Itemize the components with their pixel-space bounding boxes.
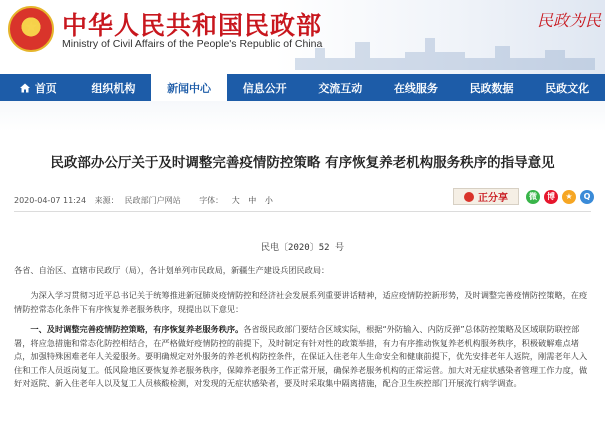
- nav-item-label: 信息公开: [242, 81, 287, 95]
- section-1-body: 各省级民政部门要结合区域实际，根据“外防输入、内防反弹”总体防控策略及区域联防联控部署，将应急措施和常态化防控相结合，在严格做好疫情防控的前提下，及时制定有针对性的政策举措，有力有序推动恢复养老机构服务秩序，积极破解难点堵点，加强特殊困难老年人关爱服务。要明确规定对外服务的养老机构防控条件，在保证入住老年人生命安全和健康前提下，优先安排老年人返院，刚需老年人入住和工作人员返岗复工。低风险地区要恢复养老服务秩序，保障养老服务工作正常开展，确保养老服务机构的正常运营。加大对无症状感染者管理工作力度，做好对返院、新入住老年人以及复工人员核酸检测，对发现的无症状感染者，要及时采取集中隔离措施，配合卫生疾控部门开展流行病学调查。: [14, 324, 588, 389]
- share-button[interactable]: [453, 188, 519, 205]
- section-1-heading: 一、及时调整完善疫情防控策略，有序恢复养老服务秩序。: [30, 324, 244, 334]
- nav-item-label: 首页: [34, 81, 57, 95]
- nav-item-civil-culture[interactable]: [529, 74, 605, 101]
- main-nav: [0, 74, 605, 101]
- font-size-label: 字体：: [199, 196, 224, 205]
- city-skyline-decoration: [295, 30, 595, 70]
- nav-item-home[interactable]: [0, 74, 76, 101]
- font-size-small[interactable]: 小: [264, 196, 273, 205]
- article-content: [0, 101, 605, 441]
- article-title: 民政部办公厅关于及时调整完善疫情防控策略 有序恢复养老机构服务秩序的指导意见: [50, 155, 555, 171]
- home-icon: [19, 82, 31, 94]
- nav-item-civil-data[interactable]: [454, 74, 530, 101]
- nav-item-label: 民政数据: [469, 81, 514, 95]
- share-button-label: 正分享: [478, 193, 508, 204]
- source: [95, 196, 187, 205]
- site-title-english: Ministry of Civil Affairs of the People's Republic of China: [62, 38, 323, 50]
- section-1-paragraph: [14, 323, 591, 391]
- nav-item-news-center[interactable]: [151, 74, 227, 101]
- font-size-medium[interactable]: 中: [248, 196, 257, 205]
- weibo-icon[interactable]: 博: [544, 190, 558, 204]
- publish-date: 2020-04-07 11:24: [14, 196, 87, 205]
- nav-item-label: 交流互动: [318, 81, 363, 95]
- site-header: [0, 0, 605, 74]
- nav-item-label: 民政文化: [545, 81, 590, 95]
- share-logo-icon: [464, 192, 474, 202]
- intro-paragraph: 为深入学习贯彻习近平总书记关于统筹推进新冠肺炎疫情防控和经济社会发展系列重要讲话精神，适应疫情防控新形势，及时调整完善疫情防控策略，在疫情防控常态化条件下有序恢复养老服务秩序，现提出以下意见：: [14, 290, 588, 314]
- qzone-icon[interactable]: ★: [562, 190, 576, 204]
- site-title[interactable]: 中华人民共和国民政部: [62, 11, 323, 40]
- meta-divider: [14, 211, 591, 212]
- document-number: 民电〔2020〕52 号: [261, 243, 344, 253]
- salutation: 各省、自治区、直辖市民政厅（局），各计划单列市民政局，新疆生产建设兵团民政局：: [14, 265, 330, 275]
- qq-icon[interactable]: Q: [580, 190, 594, 204]
- nav-item-label: 组织机构: [91, 81, 136, 95]
- font-size-large[interactable]: 大: [231, 196, 240, 205]
- source-label: 来源：: [94, 196, 119, 205]
- nav-item-interaction[interactable]: [303, 74, 379, 101]
- wechat-icon[interactable]: 微: [526, 190, 540, 204]
- nav-item-info-disclosure[interactable]: [227, 74, 303, 101]
- font-size-control: [199, 196, 279, 205]
- nav-item-label: 新闻中心: [167, 81, 212, 95]
- article-meta: [14, 195, 285, 206]
- national-emblem-icon[interactable]: [8, 6, 54, 52]
- nav-item-organization[interactable]: [76, 74, 152, 101]
- star-icon: ★: [24, 17, 39, 36]
- nav-item-online-service[interactable]: [378, 74, 454, 101]
- header-slogan: 民政为民: [536, 11, 601, 30]
- nav-item-label: 在线服务: [393, 81, 438, 95]
- source-value: 民政部门户网站: [124, 196, 181, 205]
